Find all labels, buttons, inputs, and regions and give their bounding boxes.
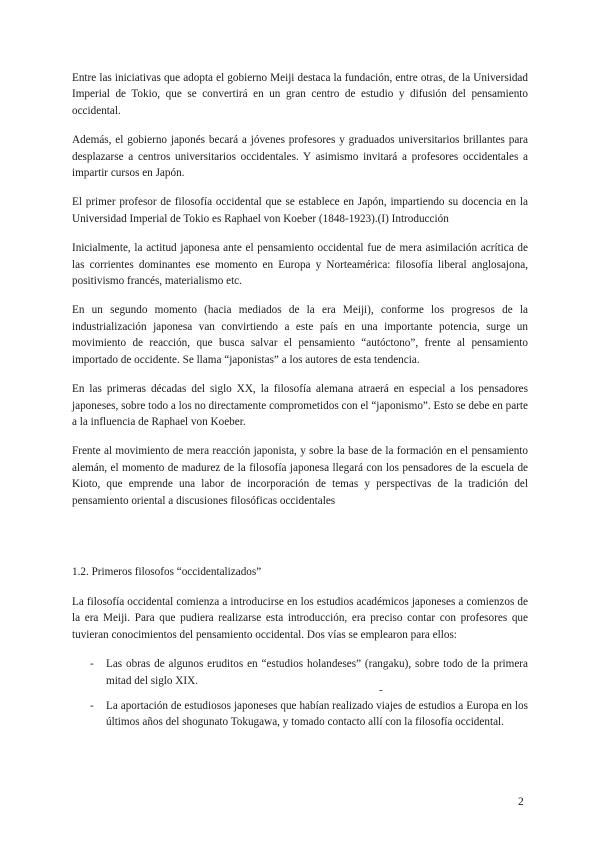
list-item [72, 656, 528, 689]
paragraph-6: En las primeras décadas del siglo XX, la filosofía alemana atraerá en especial a los pensadores japoneses, sobre todo a los no directamente comprometidos con el “japonismo”. Esto se debe en parte a la influencia de Raphael von Koeber. [72, 383, 528, 428]
list-item-text: Las obras de algunos eruditos en “estudios holandeses” (rangaku), sobre todo de la primera mitad del siglo XIX. [106, 658, 528, 687]
paragraph-7: Frente al movimiento de mera reacción japonista, y sobre la base de la formación en el pensamiento alemán, el momento de madurez de la filosofía japonesa llegará con los pensadores de la escuela de Kioto, que emprende una labor de incorporación de temas y perspectivas de la tradición del pensamiento oriental a discusiones filosóficas occidentales [72, 445, 528, 507]
document-page [72, 70, 528, 740]
section-heading: 1.2. Primeros filosofos “occidentalizados” [72, 565, 262, 578]
paragraph-2: Además, el gobierno japonés becará a jóvenes profesores y graduados universitarios brillantes para desplazarse a centros universitarios occidentales. Y asimismo invitará a profesores occidentales a impartir cursos en Japón. [72, 134, 528, 180]
list-item [72, 698, 528, 731]
page-number: 2 [518, 796, 524, 808]
paragraph-3: El primer profesor de filosofía occidental que se establece en Japón, impartiendo su docencia en la Universidad Imperial de Tokio es Raphael von Koeber (1848-1923).(I) Introducción [72, 196, 528, 225]
list-item-text: La aportación de estudiosos japoneses que habían realizado viajes de estudios a Europa en los últimos años del shogunato Tokugawa, y tomado contacto allí con la filosofía occidental. [106, 699, 528, 729]
paragraph-5: En un segundo momento (hacia mediados de la era Meiji), conforme los progresos de la industrialización japonesa van convirtiendo a este país en una importante potencia, surge un movimiento de reacción, que busca salvar el pensamiento “autóctono”, frente al pensamiento importado de occidente. Se llama “japonistas” a los autores de esta tendencia. [72, 304, 528, 366]
bullet-list [72, 656, 528, 731]
paragraph-4: Inicialmente, la actitud japonesa ante el pensamiento occidental fue de mera asimilación acrítica de las corrientes dominantes ese momento en Europa y Norteamérica: filosofía liberal anglosajona, positivismo francés, materialismo etc. [72, 242, 528, 288]
paragraph-1: Entre las iniciativas que adopta el gobierno Meiji destaca la fundación, entre otras, de la Universidad Imperial de Tokio, que se convertirá en un gran centro de estudio y difusión del pensamiento occidental. [72, 72, 528, 117]
bullet-dash: - [90, 658, 94, 671]
stray-mark: - [379, 684, 383, 696]
section-intro: La filosofía occidental comienza a introducirse en los estudios académicos japoneses a comienzos de la era Meiji. Para que pudiera realizarse esta introducción, era preciso contar con profesores que tuvieran conocimientos del pensamiento occidental. Dos vías se emplearon para ellos: [72, 595, 528, 641]
bullet-dash: - [90, 699, 94, 712]
